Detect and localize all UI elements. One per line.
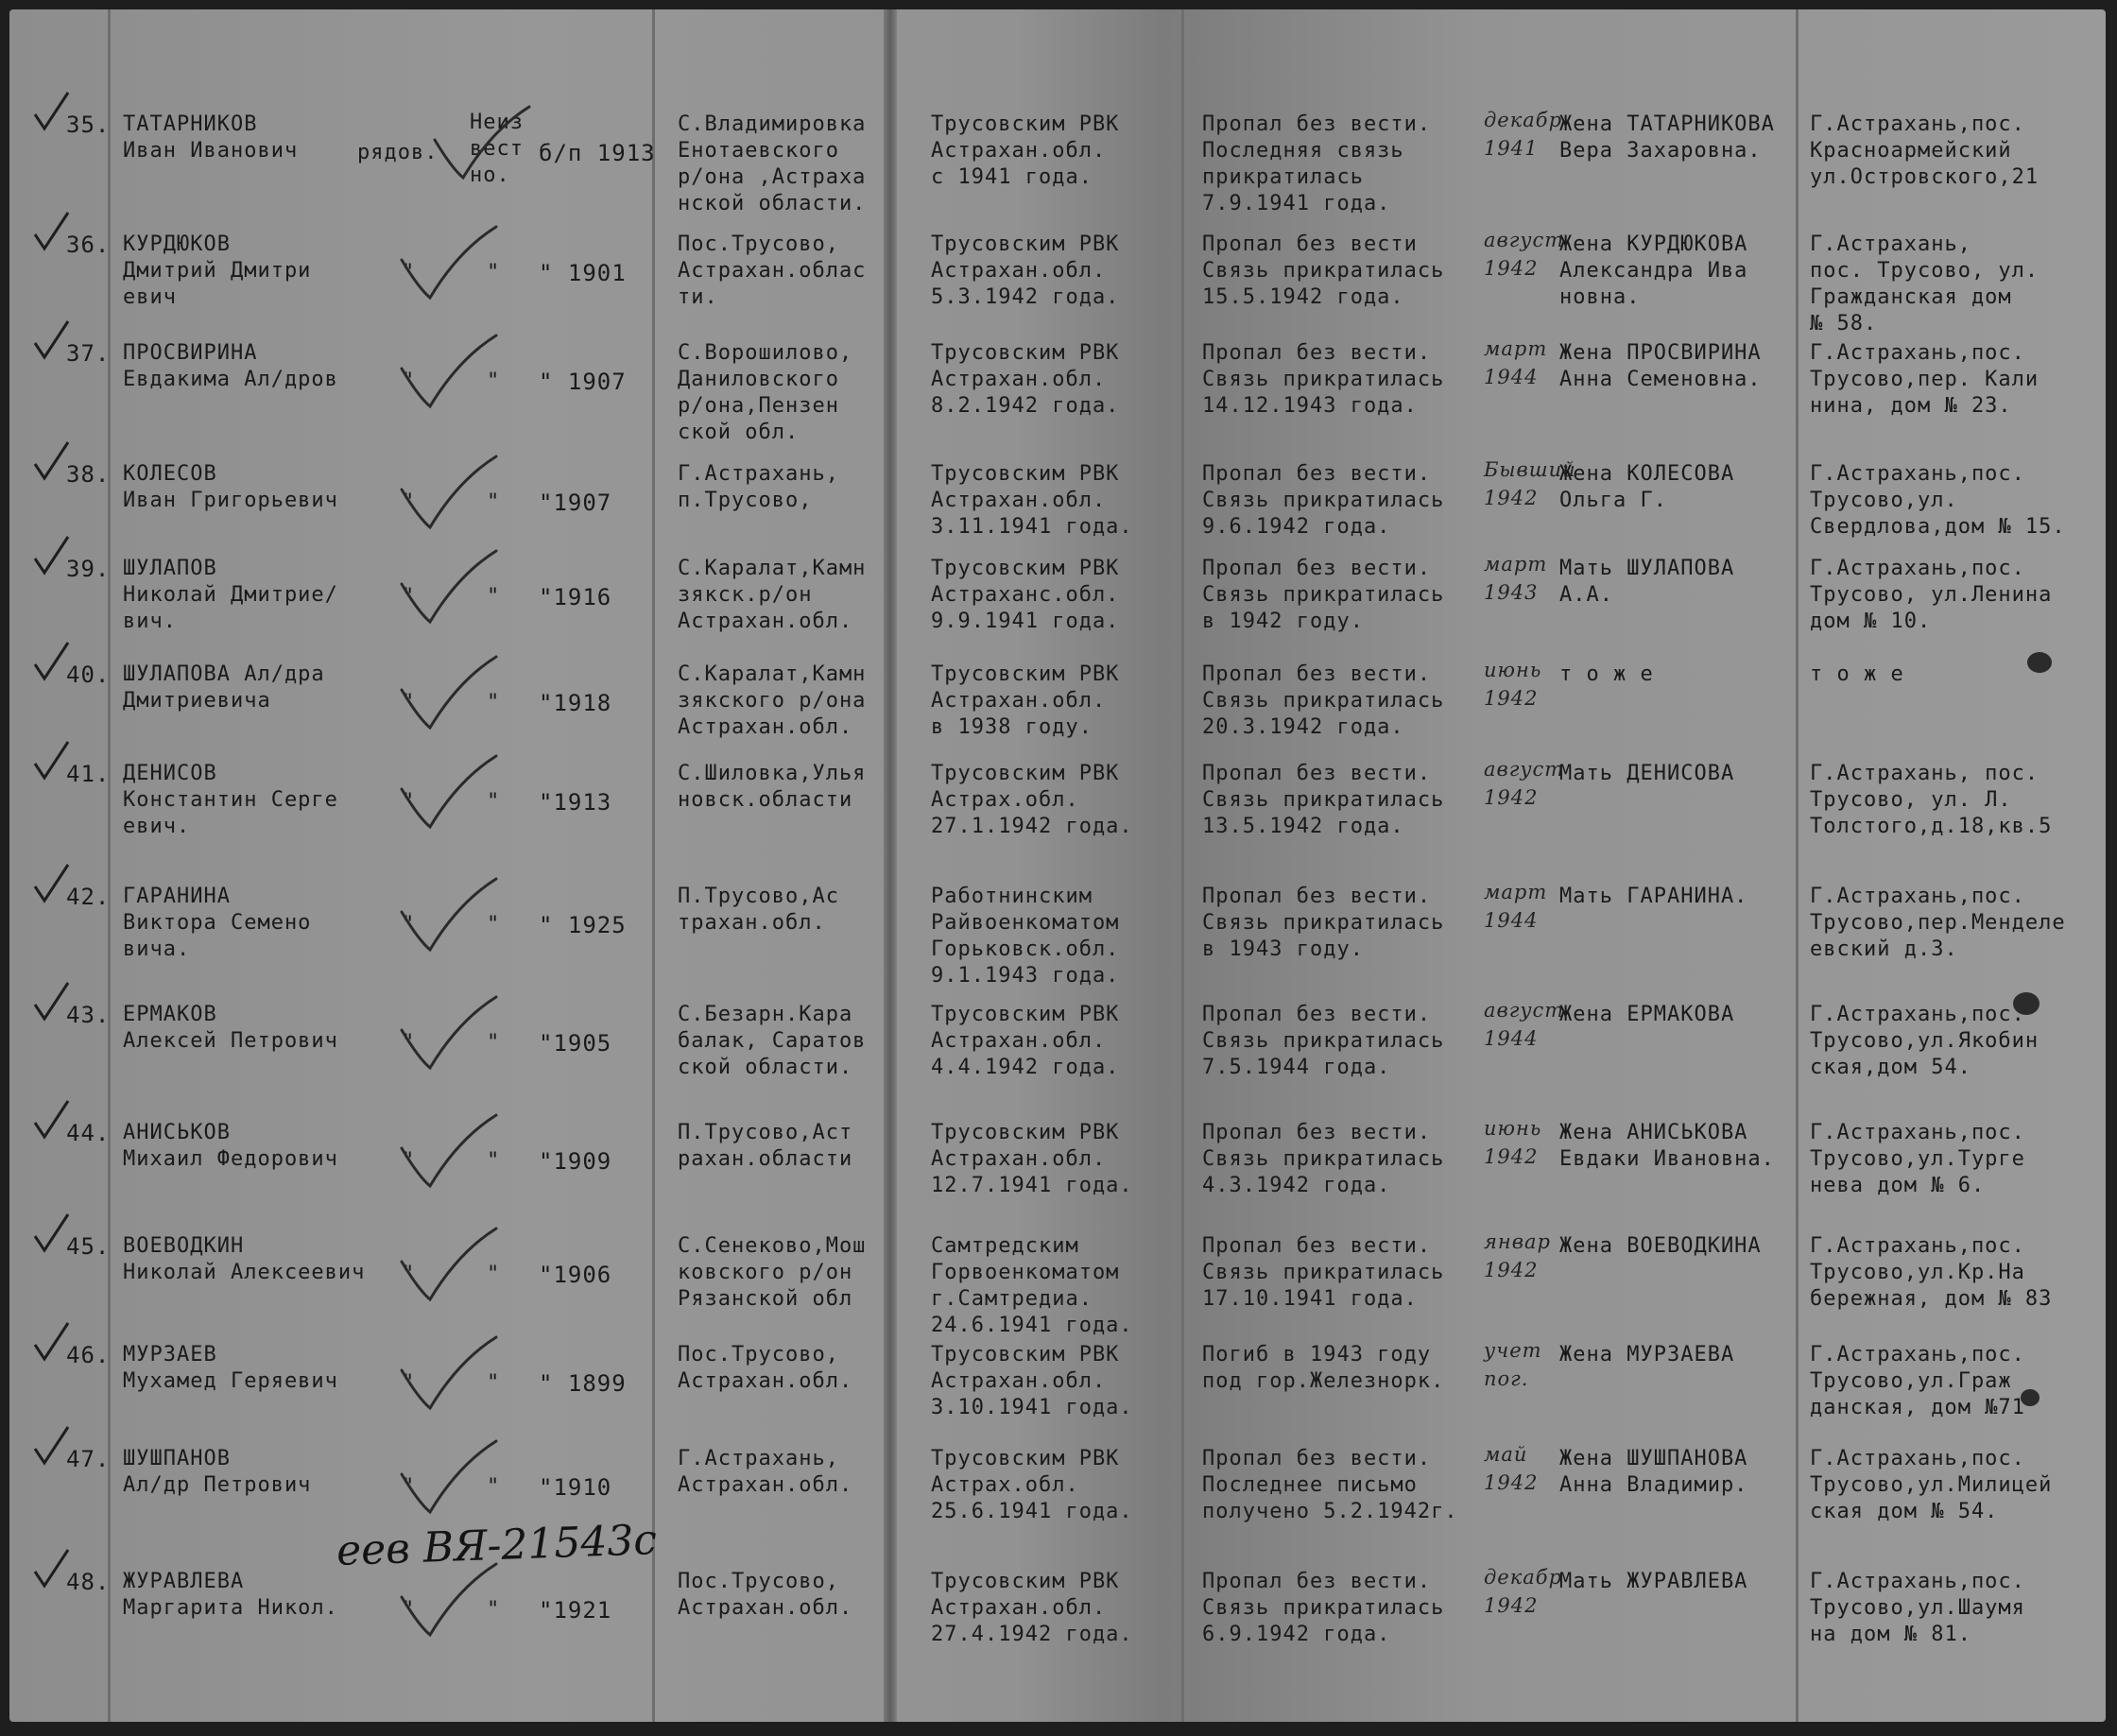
birthplace: С.Каралат,Камн зякск.р/он Астрахан.обл. — [678, 557, 867, 633]
handwritten-date-note: март 1943 — [1484, 553, 1548, 604]
handwritten-date-note: Бывший 1942 — [1484, 458, 1576, 509]
relative-address: Г.Астрахань,пос. Трусово,ул.Милицей ская дом № 54. — [1810, 1447, 2053, 1523]
relative: Мать ШУЛАПОВА А.А. — [1559, 557, 1735, 607]
margin-tick-icon — [30, 1212, 77, 1260]
checkmark-icon — [392, 992, 506, 1077]
birthplace: С.Каралат,Камн зякского р/она Астрахан.обл. — [678, 662, 867, 739]
relative: Жена КУРДЮКОВА Александра Ива новна. — [1559, 232, 1748, 309]
margin-tick-icon — [30, 1548, 77, 1595]
rank: " — [402, 790, 416, 814]
status-mark: " — [487, 691, 501, 714]
status-mark: " — [487, 790, 501, 814]
margin-tick-icon — [30, 319, 77, 367]
birthplace: П.Трусово,Аст рахан.области — [678, 1121, 853, 1171]
draft-office: Работнинским Райвоенкоматом Горьковск.обл. 9.1.1943 года. — [931, 885, 1120, 988]
relative-address: Г.Астрахань,пос. Трусово,ул.Турге нева дом № 6. — [1810, 1121, 2025, 1197]
handwritten-date-note: январ 1942 — [1484, 1230, 1551, 1281]
birthplace: Г.Астрахань, Астрахан.обл. — [678, 1447, 853, 1497]
person-name: ПРОСВИРИНА Евдакима Ал/дров — [123, 341, 338, 391]
birth-year: "1918 — [539, 690, 612, 716]
column-rule — [652, 9, 655, 1722]
handwritten-date-note: март 1944 — [1484, 881, 1548, 932]
relative-address: Г.Астрахань,пос. Трусово,пер. Кали нина, дом № 23. — [1810, 341, 2040, 418]
rank: " — [402, 490, 416, 514]
person-name: КУРДЮКОВ Дмитрий Дмитри евич — [123, 232, 312, 309]
relative: Жена АНИСЬКОВА Евдаки Ивановна. — [1559, 1121, 1775, 1171]
checkmark-icon — [425, 102, 539, 187]
birthplace: С.Ворошилово, Даниловского р/она,Пензен ской обл. — [678, 341, 853, 444]
status-mark: " — [487, 490, 501, 514]
person-name: КОЛЕСОВ Иван Григорьевич — [123, 462, 338, 512]
draft-office: Трусовским РВК Астрах.обл. 25.6.1941 года. — [931, 1447, 1133, 1523]
handwritten-date-note: август 1944 — [1484, 999, 1565, 1050]
column-rule — [1181, 9, 1184, 1722]
status-mark: Неиз вест но. — [470, 111, 524, 187]
checkmark-icon — [392, 1332, 506, 1418]
checkmark-icon — [392, 222, 506, 307]
relative-address: Г.Астрахань, пос. Трусово, ул. Гражданская дом № 58. — [1810, 232, 2040, 335]
checkmark-icon — [392, 652, 506, 737]
birthplace: С.Шиловка,Улья новск.области — [678, 762, 867, 812]
fate-text: Пропал без вести. Связь прикратилась 4.3.1942 года. — [1202, 1121, 1445, 1197]
draft-office: Трусовским РВК Астрахан.обл. 27.4.1942 года. — [931, 1570, 1133, 1646]
row-number: 48. — [66, 1569, 111, 1595]
rank: " — [402, 1263, 416, 1286]
rank: " — [402, 1475, 416, 1499]
status-mark: " — [487, 370, 501, 393]
row-number: 47. — [66, 1446, 111, 1472]
person-name: ГАРАНИНА Виктора Семено вича. — [123, 885, 312, 961]
rank: " — [402, 691, 416, 714]
rank: " — [402, 261, 416, 284]
relative: Жена ПРОСВИРИНА Анна Семеновна. — [1559, 341, 1762, 391]
margin-tick-icon — [30, 440, 77, 488]
checkmark-icon — [392, 331, 506, 416]
birth-year: " 1925 — [539, 912, 627, 938]
draft-office: Трусовским РВК Астрахан.обл. с 1941 года. — [931, 112, 1120, 189]
fate-text: Пропал без вести. Связь прикратилась в 1943 году. — [1202, 885, 1445, 961]
birth-year: "1906 — [539, 1262, 612, 1288]
fate-text: Пропал без вести. Связь прикратилась 17.10.1941 года. — [1202, 1234, 1445, 1311]
person-name: ВОЕВОДКИН Николай Алексеевич — [123, 1234, 366, 1284]
handwritten-signature: еев ВЯ-21543с — [336, 1516, 658, 1575]
row-number: 42. — [66, 884, 111, 910]
draft-office: Трусовским РВК Астрахан.обл. 3.11.1941 года. — [931, 462, 1133, 539]
row-number: 40. — [66, 662, 111, 688]
checkmark-icon — [392, 1110, 506, 1195]
rank: " — [402, 585, 416, 609]
person-name: ЖУРАВЛЕВА Маргарита Никол. — [123, 1570, 338, 1620]
status-mark: " — [487, 261, 501, 284]
person-name: ШУШПАНОВ Ал/др Петрович — [123, 1447, 312, 1497]
fate-text: Пропал без вести. Последняя связь прикратилась 7.9.1941 года. — [1202, 112, 1432, 215]
margin-tick-icon — [30, 91, 77, 138]
birth-year: "1910 — [539, 1474, 612, 1501]
relative-address: Г.Астрахань,пос. Трусово,ул.Граж данская, дом №71 — [1810, 1343, 2025, 1419]
handwritten-date-note: август 1942 — [1484, 229, 1565, 280]
relative-address: Г.Астрахань,пос. Красноармейский ул.Островского,21 — [1810, 112, 2040, 189]
birthplace: Пос.Трусово, Астрахан.облас ти. — [678, 232, 867, 309]
person-name: ЕРМАКОВ Алексей Петрович — [123, 1003, 338, 1053]
fate-text: Пропал без вести Связь прикратилась 15.5.1942 года. — [1202, 232, 1445, 309]
relative: Мать ЖУРАВЛЕВА — [1559, 1570, 1748, 1593]
row-number: 44. — [66, 1120, 111, 1146]
person-name: ШУЛАПОВА Ал/дра Дмитриевича — [123, 662, 325, 713]
status-mark: " — [487, 1263, 501, 1286]
relative-address: Г.Астрахань,пос. Трусово,ул.Шаумя на дом № 81. — [1810, 1570, 2025, 1646]
relative-address: Г.Астрахань, пос. Трусово, ул. Л. Толстого,д.18,кв.5 — [1810, 762, 2053, 838]
draft-office: Трусовским РВК Астрахан.обл. 3.10.1941 года. — [931, 1343, 1133, 1419]
fate-text: Пропал без вести. Связь прикратилась 9.6.1942 года. — [1202, 462, 1445, 539]
checkmark-icon — [392, 1436, 506, 1521]
birth-year: "1905 — [539, 1030, 612, 1057]
paper-hole — [2027, 652, 2052, 673]
person-name: АНИСЬКОВ Михаил Федорович — [123, 1121, 338, 1171]
column-rule — [1796, 9, 1799, 1722]
margin-tick-icon — [30, 535, 77, 582]
fate-text: Погиб в 1943 году под гор.Железнорк. — [1202, 1343, 1445, 1393]
birthplace: С.Владимировка Енотаевского р/она ,Астраха нской области. — [678, 112, 867, 215]
person-name: ШУЛАПОВ Николай Дмитрие/ вич. — [123, 557, 338, 633]
person-name: ТАТАРНИКОВ Иван Иванович — [123, 112, 299, 163]
fate-text: Пропал без вести. Связь прикратилась 13.5.1942 года. — [1202, 762, 1445, 838]
status-mark: " — [487, 1031, 501, 1055]
relative: Жена ШУШПАНОВА Анна Владимир. — [1559, 1447, 1748, 1497]
birth-year: " 1901 — [539, 260, 627, 286]
birth-year: " 1907 — [539, 369, 627, 395]
margin-tick-icon — [30, 863, 77, 910]
birthplace: Пос.Трусово, Астрахан.обл. — [678, 1570, 853, 1620]
birth-year: "1921 — [539, 1597, 612, 1624]
rank: " — [402, 1598, 416, 1622]
row-number: 39. — [66, 556, 111, 582]
rank: " — [402, 1371, 416, 1395]
birthplace: П.Трусово,Ас трахан.обл. — [678, 885, 839, 935]
margin-tick-icon — [30, 1099, 77, 1146]
birth-year: "1913 — [539, 789, 612, 816]
birth-year: б/п 1913 — [539, 140, 656, 166]
status-mark: " — [487, 585, 501, 609]
status-mark: " — [487, 1149, 501, 1173]
birth-year: "1916 — [539, 584, 612, 610]
margin-tick-icon — [30, 1321, 77, 1368]
birthplace: Г.Астрахань, п.Трусово, — [678, 462, 839, 512]
relative: Жена ЕРМАКОВА — [1559, 1003, 1735, 1026]
status-mark: " — [487, 913, 501, 937]
margin-tick-icon — [30, 211, 77, 258]
draft-office: Трусовским РВК Астрахан.обл. в 1938 году. — [931, 662, 1120, 739]
relative: Мать ДЕНИСОВА — [1559, 762, 1735, 785]
handwritten-date-note: июнь 1942 — [1484, 1117, 1542, 1168]
draft-office: Трусовским РВК Астрахан.обл. 12.7.1941 года. — [931, 1121, 1133, 1197]
relative-address: Г.Астрахань,пос. Трусово,ул.Кр.На бережная, дом № 83 — [1810, 1234, 2053, 1311]
margin-tick-icon — [30, 981, 77, 1028]
rank: " — [402, 913, 416, 937]
handwritten-date-note: август 1942 — [1484, 758, 1565, 809]
handwritten-date-note: декабр 1942 — [1484, 1566, 1563, 1617]
relative: т о ж е — [1559, 662, 1654, 686]
row-number: 43. — [66, 1002, 111, 1028]
row-number: 36. — [66, 232, 111, 258]
fate-text: Пропал без вести. Связь прикратилась 6.9.1942 года. — [1202, 1570, 1445, 1646]
margin-tick-icon — [30, 641, 77, 688]
relative: Жена КОЛЕСОВА Ольга Г. — [1559, 462, 1735, 512]
handwritten-date-note: март 1944 — [1484, 337, 1548, 388]
draft-office: Трусовским РВК Астрахан.обл. 8.2.1942 года. — [931, 341, 1120, 418]
status-mark: " — [487, 1598, 501, 1622]
rank: " — [402, 370, 416, 393]
document-sheet — [9, 9, 2106, 1722]
draft-office: Трусовским РВК Астрах.обл. 27.1.1942 года. — [931, 762, 1133, 838]
handwritten-date-note: июнь 1942 — [1484, 659, 1542, 710]
relative: Жена МУРЗАЕВА — [1559, 1343, 1735, 1366]
status-mark: " — [487, 1475, 501, 1499]
birthplace: Пос.Трусово, Астрахан.обл. — [678, 1343, 853, 1393]
relative: Жена ВОЕВОДКИНА — [1559, 1234, 1762, 1258]
birth-year: " 1899 — [539, 1370, 627, 1397]
person-name: МУРЗАЕВ Мухамед Геряевич — [123, 1343, 338, 1393]
draft-office: Трусовским РВК Астрахан.обл. 5.3.1942 года. — [931, 232, 1120, 309]
fate-text: Пропал без вести. Связь прикратилась 14.12.1943 года. — [1202, 341, 1445, 418]
relative-address: Г.Астрахань,пос. Трусово,пер.Менделе евский д.3. — [1810, 885, 2066, 961]
margin-tick-icon — [30, 1425, 77, 1472]
row-number: 45. — [66, 1233, 111, 1260]
draft-office: Трусовским РВК Астрахан.обл. 4.4.1942 года. — [931, 1003, 1120, 1079]
page-fold — [884, 9, 897, 1722]
birthplace: С.Сенеково,Мош ковского р/он Рязанской обл — [678, 1234, 867, 1311]
relative-address: Г.Астрахань,пос. Трусово, ул.Ленина дом № 10. — [1810, 557, 2053, 633]
fate-text: Пропал без вести. Связь прикратилась в 1942 году. — [1202, 557, 1445, 633]
row-number: 41. — [66, 761, 111, 787]
birthplace: С.Безарн.Кара балак, Саратов ской области. — [678, 1003, 867, 1079]
rank: " — [402, 1149, 416, 1173]
status-mark: " — [487, 1371, 501, 1395]
checkmark-icon — [392, 452, 506, 537]
draft-office: Трусовским РВК Астраханс.обл. 9.9.1941 года. — [931, 557, 1120, 633]
fate-text: Пропал без вести. Связь прикратилась 20.3.1942 года. — [1202, 662, 1445, 739]
rank: " — [402, 1031, 416, 1055]
row-number: 37. — [66, 340, 111, 367]
relative: Мать ГАРАНИНА. — [1559, 885, 1748, 908]
checkmark-icon — [392, 751, 506, 836]
relative-address: Г.Астрахань,пос. Трусово,ул.Якобин ская,дом 54. — [1810, 1003, 2040, 1079]
handwritten-date-note: учет пог. — [1484, 1339, 1542, 1390]
fate-text: Пропал без вести. Последнее письмо получено 5.2.1942г. — [1202, 1447, 1458, 1523]
margin-tick-icon — [30, 740, 77, 787]
draft-office: Самтредским Горвоенкоматом г.Самтредиа. 24.6.1941 года. — [931, 1234, 1133, 1337]
relative-address: Г.Астрахань,пос. Трусово,ул. Свердлова,дом № 15. — [1810, 462, 2066, 539]
checkmark-icon — [392, 546, 506, 631]
row-number: 46. — [66, 1342, 111, 1368]
checkmark-icon — [392, 1224, 506, 1309]
relative: Жена ТАТАРНИКОВА Вера Захаровна. — [1559, 112, 1775, 163]
handwritten-date-note: май 1942 — [1484, 1443, 1539, 1494]
row-number: 38. — [66, 461, 111, 488]
rank: рядов. — [357, 141, 439, 164]
fate-text: Пропал без вести. Связь прикратилась 7.5.1944 года. — [1202, 1003, 1445, 1079]
handwritten-date-note: декабр 1941 — [1484, 109, 1563, 160]
checkmark-icon — [392, 874, 506, 959]
birth-year: "1909 — [539, 1148, 612, 1175]
row-number: 35. — [66, 112, 111, 138]
person-name: ДЕНИСОВ Константин Серге евич. — [123, 762, 338, 838]
relative-address: т о ж е — [1810, 662, 1904, 686]
birth-year: "1907 — [539, 490, 612, 516]
